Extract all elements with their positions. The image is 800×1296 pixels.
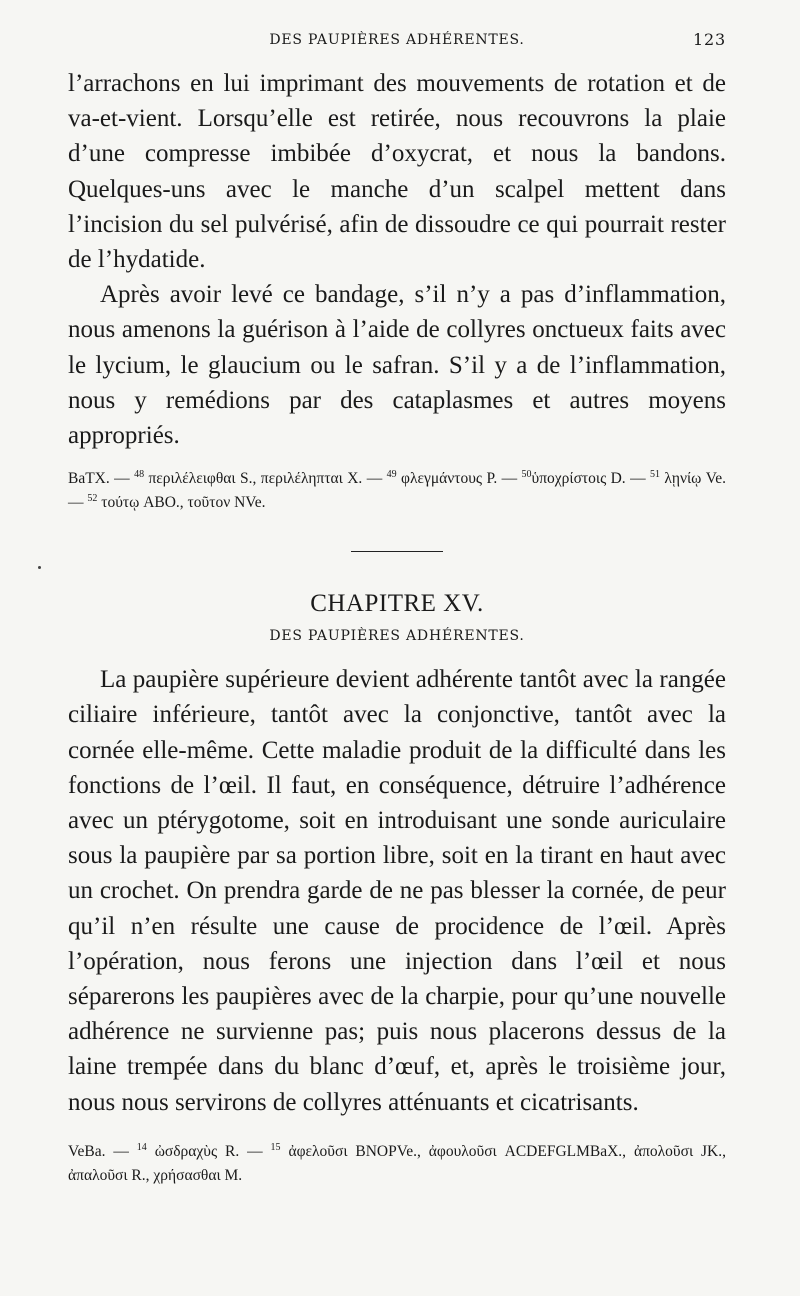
footnote-marker: 15 <box>270 1141 281 1153</box>
footnote-text: φλεγμάντους P. — <box>396 470 522 488</box>
footnote-text: ἀφελοῦσι BNOPVe., ἀφουλοῦσι ACDEFGLMBaX., ἀπολοῦσι JK., ἀπαλοῦσι R., χρήσασθαι M. <box>68 1142 727 1184</box>
page-number: 123 <box>693 30 726 49</box>
footnote-marker: 49 <box>386 469 397 481</box>
footnote-marker: 14 <box>136 1141 147 1153</box>
footnote-text: περιλέλειφθαι S., περιλέληπται X. — <box>144 470 387 488</box>
running-title: DES PAUPIÈRES ADHÉRENTES. <box>269 32 525 48</box>
chapter-subtitle: DES PAUPIÈRES ADHÉRENTES. <box>269 628 525 645</box>
running-header <box>68 30 726 58</box>
footnote-text: ὠσδραχὺς R. — <box>146 1142 271 1160</box>
page <box>68 30 726 1188</box>
footnote-marker: 50 <box>521 469 532 481</box>
paragraph-inflammation: Après avoir levé ce bandage, s’il n’y a pas d’inflammation, nous amenons la guérison à l’aide de collyres onctueux faits avec le lycium, le glaucium ou le safran. S’il y a de l’inflammation, nous y remédions par des cataplasmes et autres moyens appropriés. <box>68 281 726 450</box>
footnote-text: λῃνίῳ Ve. — <box>68 470 727 512</box>
footnote-text: BaTX. — <box>68 470 135 488</box>
footnote-text: VeBa. — <box>68 1142 137 1160</box>
paragraph-continued: l’arrachons en lui imprimant des mouvements de rotation et de va-et-vient. Lorsqu’elle est retirée, nous recouvrons la plaie d’une compresse imbibée d’oxycrat, et nous la bandons. Quelques-uns avec le manche d’un scalpel mettent dans l’incision du sel pulvérisé, afin de dissoudre ce qui pourrait rester de l’hydatide. <box>68 70 726 274</box>
footnote-marker: 52 <box>87 493 98 505</box>
footnote-marker: 48 <box>134 469 145 481</box>
footnote-block-1 <box>68 467 726 515</box>
chapter-title: CHAPITRE XV. <box>310 590 484 618</box>
footnote-text: ὑποχρίστοις D. — <box>531 470 650 488</box>
section-divider <box>351 551 443 552</box>
footnote-block-2 <box>68 1140 726 1188</box>
footnote-marker: 51 <box>649 469 660 481</box>
chapter-paragraph: La paupière supérieure devient adhérente tantôt avec la rangée ciliaire inférieure, tantôt avec la conjonctive, tantôt avec la cornée elle-même. Cette maladie produit de la difficulté dans les fonctions de l’œil. Il faut, en conséquence, détruire l’adhérence avec un ptérygotome, soit en introduisant une sonde auriculaire sous la paupière par sa portion libre, soit en la tirant en haut avec un crochet. On prendra garde de ne pas blesser la cornée, de peur qu’il n’en résulte une cause de procidence de l’œil. Après l’opération, nous ferons une injection dans l’œil et nous séparerons les paupières avec de la charpie, pour qu’une nouvelle adhérence ne survienne pas; puis nous placerons dessus de la laine trempée dans du blanc d’œuf, et, après le troisième jour, nous nous servirons de collyres atténuants et cicatrisants. <box>68 666 726 1116</box>
footnote-text: τούτῳ ABO., τοῦτον NVe. <box>97 494 266 512</box>
stray-mark <box>38 566 41 569</box>
